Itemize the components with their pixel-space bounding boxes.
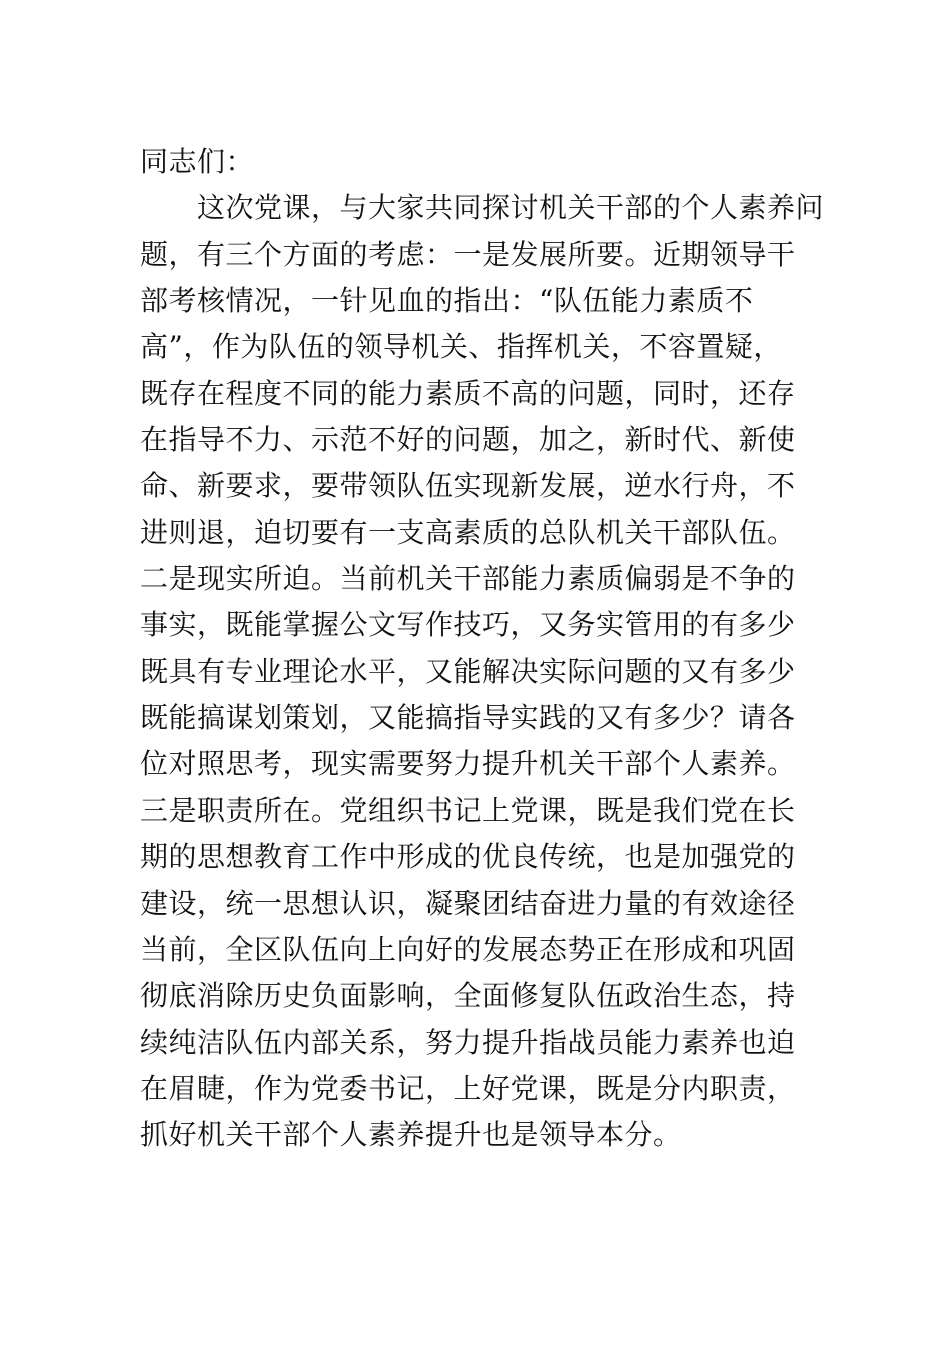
text-line: 进则退，迫切要有一支高素质的总队机关干部队伍。 (140, 515, 796, 549)
text-line: 既存在程度不同的能力素质不高的问题，同时，还存 (140, 376, 796, 410)
salutation-line: 同志们： (140, 145, 255, 178)
text-line: 位对照思考，现实需要努力提升机关干部个人素养。 (140, 747, 796, 781)
text-line: 二是现实所迫。当前机关干部能力素质偏弱是不争的 (140, 562, 796, 596)
text-line: 既能搞谋划策划，又能搞指导实践的又有多少？请各 (140, 701, 796, 735)
text-line: 三是职责所在。党组织书记上党课，既是我们党在长 (140, 793, 796, 827)
text-line: 在指导不力、示范不好的问题，加之，新时代、新使 (140, 423, 796, 457)
text-line: 部考核情况，一针见血的指出：“队伍能力素质不 (140, 284, 754, 318)
text-line: 续纯洁队伍内部关系，努力提升指战员能力素养也迫 (140, 1025, 796, 1059)
text-line: 高”，作为队伍的领导机关、指挥机关，不容置疑， (140, 330, 782, 364)
text-line: 这次党课，与大家共同探讨机关干部的个人素养问 (140, 191, 825, 225)
text-line: 抓好机关干部个人素养提升也是领导本分。 (140, 1118, 682, 1152)
text-line: 既具有专业理论水平，又能解决实际问题的又有多少 (140, 654, 796, 688)
text-line: 在眉睫，作为党委书记，上好党课，既是分内职责， (140, 1071, 796, 1105)
text-line: 命、新要求，要带领队伍实现新发展，逆水行舟，不 (140, 469, 796, 503)
text-line: 当前，全区队伍向上向好的发展态势正在形成和巩固 (140, 932, 796, 966)
text-line: 期的思想教育工作中形成的优良传统，也是加强党的 (140, 840, 796, 874)
text-line: 题，有三个方面的考虑：一是发展所要。近期领导干 (140, 237, 796, 271)
text-line: 建设，统一思想认识，凝聚团结奋进力量的有效途径 (140, 886, 796, 920)
body-text (140, 139, 840, 1159)
text-line: 事实，既能掌握公文写作技巧，又务实管用的有多少 (140, 608, 796, 642)
text-line: 彻底消除历史负面影响，全面修复队伍政治生态，持 (140, 979, 796, 1013)
